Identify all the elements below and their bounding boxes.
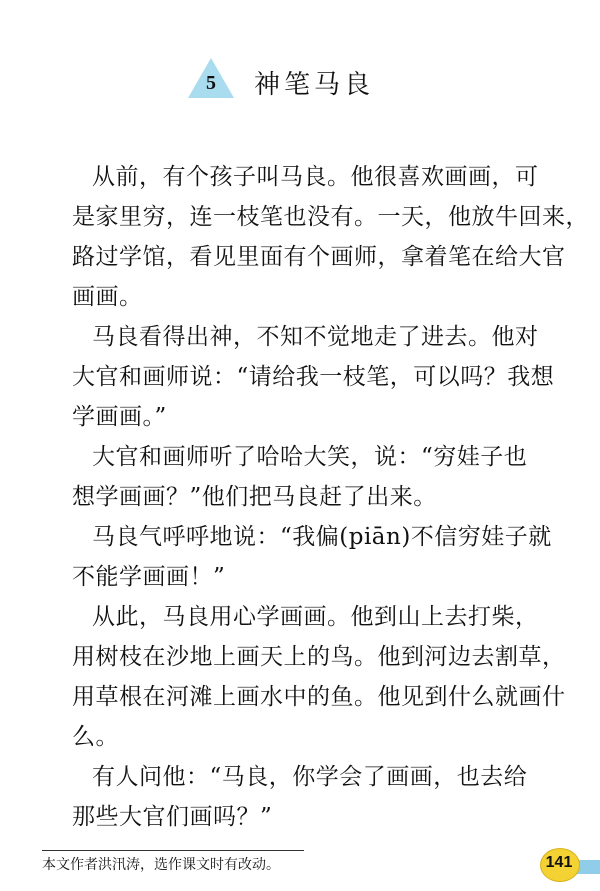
text-line: 是家里穷，连一枝笔也没有。一天，他放牛回来， <box>72 204 589 230</box>
lesson-number: 5 <box>206 72 216 94</box>
page-number: 141 <box>545 854 573 871</box>
text-line: 有人问他：“马良，你学会了画画，也去给 <box>92 764 528 790</box>
text-line: 画画。 <box>72 284 143 310</box>
text-line: 马良看得出神，不知不觉地走了进去。他对 <box>92 324 539 350</box>
footnote: 本文作者洪汛涛，选作课文时有改动。 <box>42 857 280 873</box>
text-line: 从此，马良用心学画画。他到山上去打柴， <box>92 604 539 630</box>
text-line: 路过学馆，看见里面有个画师，拿着笔在给大官 <box>72 244 566 270</box>
text-line: 用草根在河滩上画水中的鱼。他见到什么就画什 <box>72 684 566 710</box>
text-line: 大官和画师听了哈哈大笑，说：“穷娃子也 <box>92 444 528 470</box>
text-line: 从前，有个孩子叫马良。他很喜欢画画，可 <box>92 164 539 190</box>
footnote-divider <box>42 850 304 851</box>
lesson-body <box>72 157 589 837</box>
lesson-title: 神笔马良 <box>254 70 375 100</box>
text-line: 马良气呼呼地说：“我偏(piān)不信穷娃子就 <box>92 524 552 550</box>
text-line: 学画画。” <box>72 404 167 430</box>
text-line: 么。 <box>72 724 119 750</box>
page-number-badge <box>540 848 600 882</box>
text-line: 那些大官们画吗？” <box>72 804 273 830</box>
text-line: 不能学画画！” <box>72 564 226 590</box>
text-line: 想学画画？”他们把马良赶了出来。 <box>72 484 437 510</box>
lesson-header <box>188 58 448 102</box>
text-line: 用树枝在沙地上画天上的鸟。他到河边去割草， <box>72 644 566 670</box>
text-line: 大官和画师说：“请给我一枝笔，可以吗？我想 <box>72 364 555 390</box>
